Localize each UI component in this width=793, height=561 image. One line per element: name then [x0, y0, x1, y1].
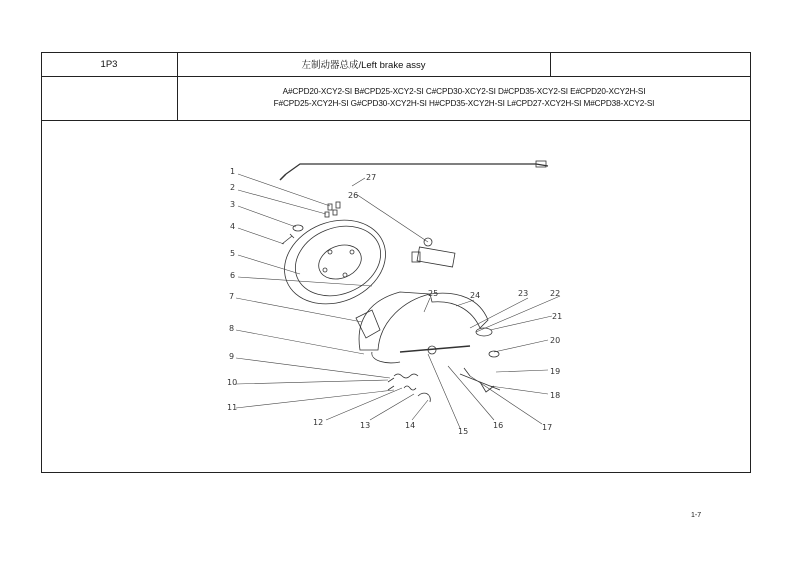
callout-14: 14 [405, 421, 416, 430]
callout-16: 16 [493, 421, 504, 430]
callout-5: 5 [230, 249, 236, 258]
exploded-view-diagram [200, 150, 600, 440]
callout-20: 20 [550, 336, 561, 345]
callout-18: 18 [550, 391, 561, 400]
group-code: 1P3 [100, 58, 118, 70]
callout-15: 15 [458, 427, 469, 436]
models-line-1: A#CPD20-XCY2-SI B#CPD25-XCY2-SI C#CPD30-XCY2-SI D#CPD35-XCY2-SI E#CPD20-XCY2H-SI [282, 87, 646, 96]
callout-25: 25 [428, 289, 439, 298]
assembly-title: 左制动器总成/Left brake assy [301, 60, 426, 71]
callout-21: 21 [552, 312, 563, 321]
callout-19: 19 [550, 367, 561, 376]
callout-8: 8 [229, 324, 235, 333]
callout-23: 23 [518, 289, 529, 298]
callout-27: 27 [366, 173, 377, 182]
callout-2: 2 [230, 183, 236, 192]
callout-11: 11 [227, 403, 238, 412]
callout-4: 4 [230, 222, 236, 231]
callout-17: 17 [542, 423, 553, 432]
callout-12: 12 [313, 418, 324, 427]
models-line-2: F#CPD25-XCY2H-SI G#CPD30-XCY2H-SI H#CPD35-XCY2H-SI L#CPD27-XCY2H-SI M#CPD38-XCY2-SI [273, 99, 655, 108]
callout-26: 26 [348, 191, 359, 200]
header-blank-cell [550, 52, 751, 76]
callout-3: 3 [230, 200, 236, 209]
callout-22: 22 [550, 289, 561, 298]
callout-13: 13 [360, 421, 371, 430]
callout-1: 1 [230, 167, 236, 176]
row-divider [41, 120, 751, 121]
page-number: 1-7 [691, 512, 702, 519]
callout-7: 7 [229, 292, 235, 301]
callout-6: 6 [230, 271, 236, 280]
callout-10: 10 [227, 378, 238, 387]
applicable-models [177, 76, 751, 120]
callout-24: 24 [470, 291, 481, 300]
callout-9: 9 [229, 352, 235, 361]
